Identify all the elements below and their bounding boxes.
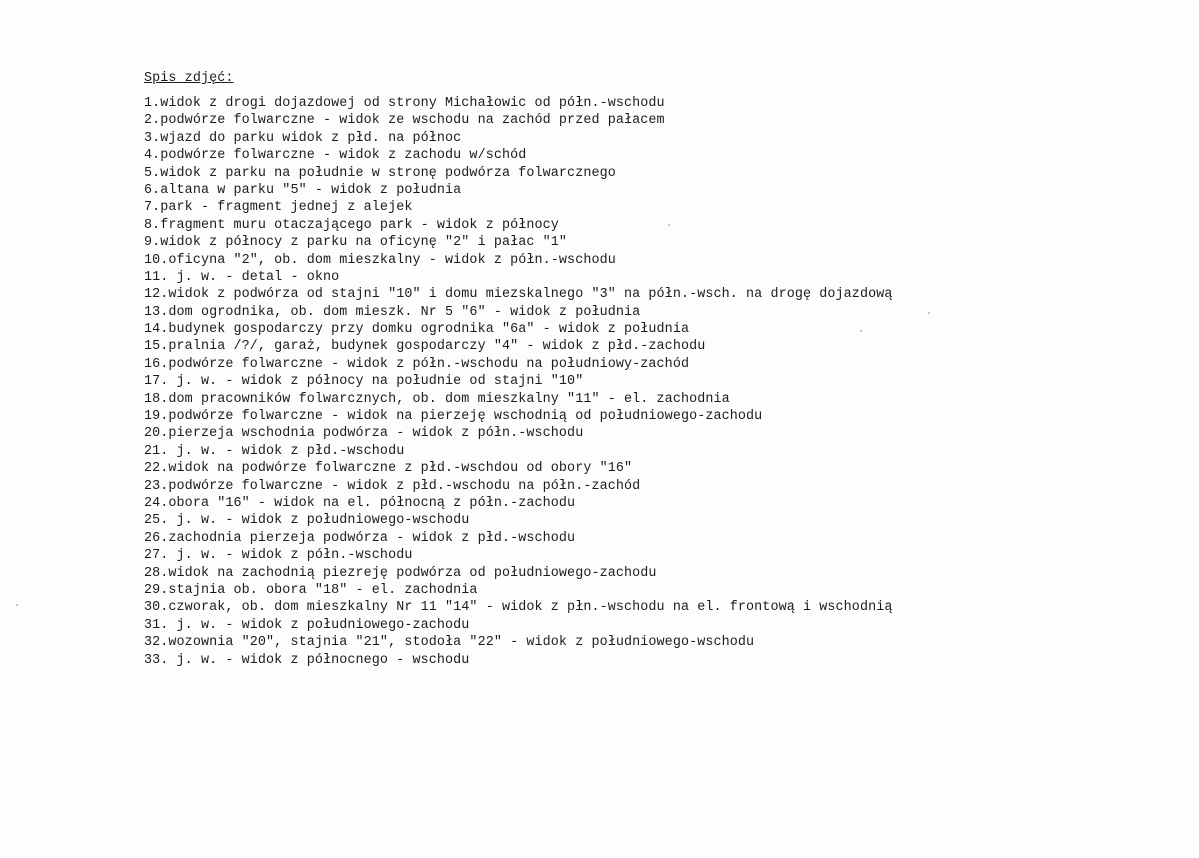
list-item: 7.park - fragment jednej z alejek xyxy=(144,200,413,216)
list-item: 21. j. w. - widok z płd.-wschodu xyxy=(144,443,405,459)
scan-speck xyxy=(16,604,18,606)
list-item: 10.oficyna "2", ob. dom mieszkalny - widok z półn.-wschodu xyxy=(144,252,616,268)
list-item: 9.widok z północy z parku na oficynę "2" i pałac "1" xyxy=(144,235,568,251)
list-item: 26.zachodnia pierzeja podwórza - widok z płd.-wschodu xyxy=(144,530,576,546)
list-item: 16.podwórze folwarczne - widok z półn.-wschodu na południowy-zachód xyxy=(144,356,690,372)
list-item: 13.dom ogrodnika, ob. dom mieszk. Nr 5 "6" - widok z południa xyxy=(144,304,641,320)
list-item: 17. j. w. - widok z północy na południe od stajni "10" xyxy=(144,374,584,390)
list-item: 20.pierzeja wschodnia podwórza - widok z półn.-wschodu xyxy=(144,426,584,442)
photo-list-document xyxy=(144,70,1144,669)
list-item: 31. j. w. - widok z południowego-zachodu xyxy=(144,617,470,633)
list-item: 2.podwórze folwarczne - widok ze wschodu na zachód przed pałacem xyxy=(144,113,665,129)
list-item: 15.pralnia /?/, garaż, budynek gospodarczy "4" - widok z płd.-zachodu xyxy=(144,339,706,355)
list-item: 3.wjazd do parku widok z płd. na północ xyxy=(144,130,462,146)
list-item: 25. j. w. - widok z południowego-wschodu xyxy=(144,513,470,529)
list-item: 11. j. w. - detal - okno xyxy=(144,269,340,285)
list-item: 6.altana w parku "5" - widok z południa xyxy=(144,182,462,198)
list-item: 14.budynek gospodarczy przy domku ogrodnika "6a" - widok z południa xyxy=(144,322,690,338)
list-item: 12.widok z podwórza od stajni "10" i domu miezskalnego "3" na półn.-wsch. na drogę dojazdową xyxy=(144,287,893,303)
document-heading: Spis zdjęć: xyxy=(144,71,234,86)
list-item: 19.podwórze folwarczne - widok na pierzeję wschodnią od południowego-zachodu xyxy=(144,409,763,425)
list-item: 33. j. w. - widok z północnego - wschodu xyxy=(144,652,470,668)
list-item: 8.fragment muru otaczającego park - widok z północy xyxy=(144,217,559,233)
list-item: 1.widok z drogi dojazdowej od strony Michałowic od półn.-wschodu xyxy=(144,96,665,111)
list-item: 5.widok z parku na południe w stronę podwórza folwarcznego xyxy=(144,165,616,181)
list-item: 32.wozownia "20", stajnia "21", stodoła "22" - widok z południowego-wschodu xyxy=(144,635,755,651)
list-item: 28.widok na zachodnią piezreję podwórza od południowego-zachodu xyxy=(144,565,657,581)
photo-list xyxy=(144,95,1144,669)
list-item: 4.podwórze folwarczne - widok z zachodu w/schód xyxy=(144,148,527,164)
list-item: 24.obora "16" - widok na el. północną z półn.-zachodu xyxy=(144,495,576,511)
list-item: 27. j. w. - widok z półn.-wschodu xyxy=(144,548,413,564)
list-item: 18.dom pracowników folwarcznych, ob. dom mieszkalny "11" - el. zachodnia xyxy=(144,391,730,407)
list-item: 23.podwórze folwarczne - widok z płd.-wschodu na półn.-zachód xyxy=(144,478,641,494)
list-item: 29.stajnia ob. obora "18" - el. zachodnia xyxy=(144,582,478,598)
list-item: 22.widok na podwórze folwarczne z płd.-wschdou od obory "16" xyxy=(144,461,633,477)
list-item: 30.czworak, ob. dom mieszkalny Nr 11 "14" - widok z płn.-wschodu na el. frontową i wschodnią xyxy=(144,600,893,616)
